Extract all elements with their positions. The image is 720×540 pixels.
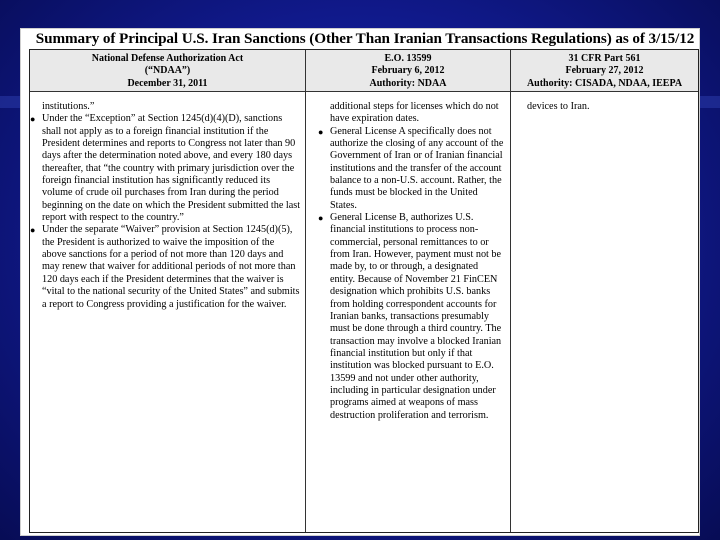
header-line: 31 CFR Part 561: [568, 53, 641, 64]
bullet-text: Under the “Exception” at Section 1245(d)(4)(D), sanctions shall not apply as to a foreign financial institution if the President determines and reports to Congress not later than 90 days after the determination noted above, and every 180 days thereafter, that “the country with primary jurisdiction over the foreign financial institution has significantly reduced its volume of crude oil purchases from Iran during the period beginning on the date on which the President submitted the last report with respect to the country.”: [42, 113, 301, 224]
column-body-31cfr561: [511, 92, 698, 532]
bullet-text: General License A specifically does not authorize the closing of any account of the Government of Iran or of Iranian financial institutions and the transfer of the account balance to a non-U.S. account. Rather, the funds must be blocked in the United States.: [330, 125, 504, 211]
document-page: [20, 28, 700, 536]
document-title: Summary of Principal U.S. Iran Sanctions (Other Than Iranian Transactions Regulations) as of 3/15/12: [35, 30, 695, 47]
bullet-icon: ●: [30, 114, 36, 125]
column-body-ndaa: [30, 92, 306, 532]
header-line: December 31, 2011: [127, 77, 208, 89]
bullet-icon: ●: [318, 213, 324, 224]
bullet-icon: ●: [318, 126, 324, 137]
bullet-list: [30, 113, 301, 311]
header-line: Authority: CISADA, NDAA, IEEPA: [526, 77, 683, 89]
header-line: Authority: NDAA: [369, 77, 447, 89]
continued-text: institutions.”: [42, 101, 95, 112]
column-header-ndaa: [30, 50, 306, 92]
header-line: February 6, 2012: [371, 65, 445, 77]
column-header-eo13599: [306, 50, 511, 92]
bullet-list: [318, 126, 504, 422]
bullet-text: Under the separate “Waiver” provision at Section 1245(d)(5), the President is authorized to waive the imposition of the above sanctions for a period of not more than 120 days and may renew that waiver for additional periods of not more than 120 days each if the President determines that the waiver is “vital to the national security of the United States” and submits a report to Congress providing a justification for the waiver.: [42, 224, 300, 310]
continued-text: devices to Iran.: [527, 101, 590, 112]
sanctions-table: [29, 49, 699, 533]
list-item: [30, 113, 301, 224]
bullet-text: General License B, authorizes U.S. financial institutions to process non-commercial, personal remittances to or from Iran. However, payment must not be made by, to or through, a designated entity. Because of November 21 FinCEN designation which prohibits U.S. banks from holding correspondent accounts for Iranian banks, transactions presumably must be done through a third country. The transaction may involve a blocked Iranian financial institution but only if that institution was blocked pursuant to E.O. 13599 and not under other authority, including in particular designation under programs aimed at weapons of mass destruction proliferation and terrorism.: [330, 212, 502, 421]
bullet-icon: ●: [30, 225, 36, 236]
column-body-eo13599: [306, 92, 511, 532]
header-line: February 27, 2012: [565, 65, 644, 77]
continued-text: additional steps for licenses which do not have expiration dates.: [330, 101, 499, 125]
header-line: E.O. 13599: [384, 53, 432, 64]
list-item: [30, 224, 301, 310]
list-item: [318, 126, 504, 212]
column-header-31cfr561: [511, 50, 698, 92]
header-line: (“NDAA”): [144, 65, 191, 77]
header-line: National Defense Authorization Act: [91, 53, 244, 64]
list-item: [318, 212, 504, 422]
